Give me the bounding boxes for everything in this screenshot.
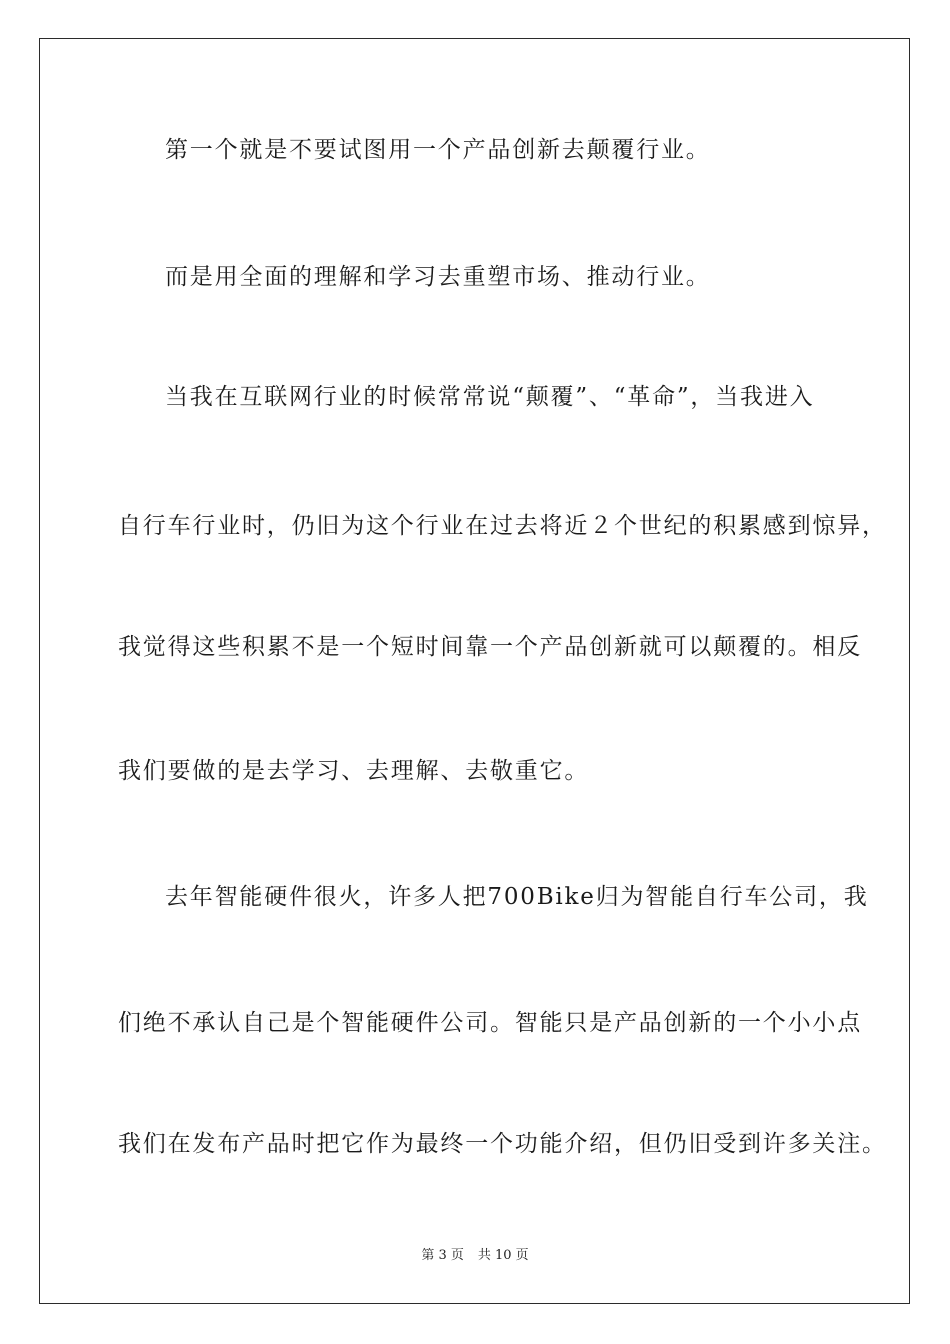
paragraph-line-9: 我们在发布产品时把它作为最终一个功能介绍，但仍旧受到许多关注。 bbox=[118, 1131, 887, 1157]
paragraph-line-5: 我觉得这些积累不是一个短时间靠一个产品创新就可以颠覆的。相反 bbox=[118, 634, 862, 660]
page-total: 共 10 页 bbox=[477, 1248, 529, 1263]
page-border bbox=[39, 38, 910, 1304]
paragraph-line-4: 自行车行业时，仍旧为这个行业在过去将近２个世纪的积累感到惊异， bbox=[118, 513, 887, 539]
paragraph-line-6: 我们要做的是去学习、去理解、去敬重它。 bbox=[118, 758, 590, 784]
paragraph-line-3: 当我在互联网行业的时候常常说“颠覆”、“革命”，当我进入 bbox=[165, 384, 815, 410]
paragraph-line-8: 们绝不承认自己是个智能硬件公司。智能只是产品创新的一个小小点 bbox=[118, 1010, 862, 1036]
paragraph-line-1: 第一个就是不要试图用一个产品创新去颠覆行业。 bbox=[165, 137, 711, 163]
page-footer bbox=[0, 1247, 950, 1265]
paragraph-line-7: 去年智能硬件很火，许多人把700Bike归为智能自行车公司，我 bbox=[165, 884, 869, 910]
paragraph-line-2: 而是用全面的理解和学习去重塑市场、推动行业。 bbox=[165, 264, 711, 290]
page-number: 第 3 页 bbox=[421, 1248, 464, 1263]
